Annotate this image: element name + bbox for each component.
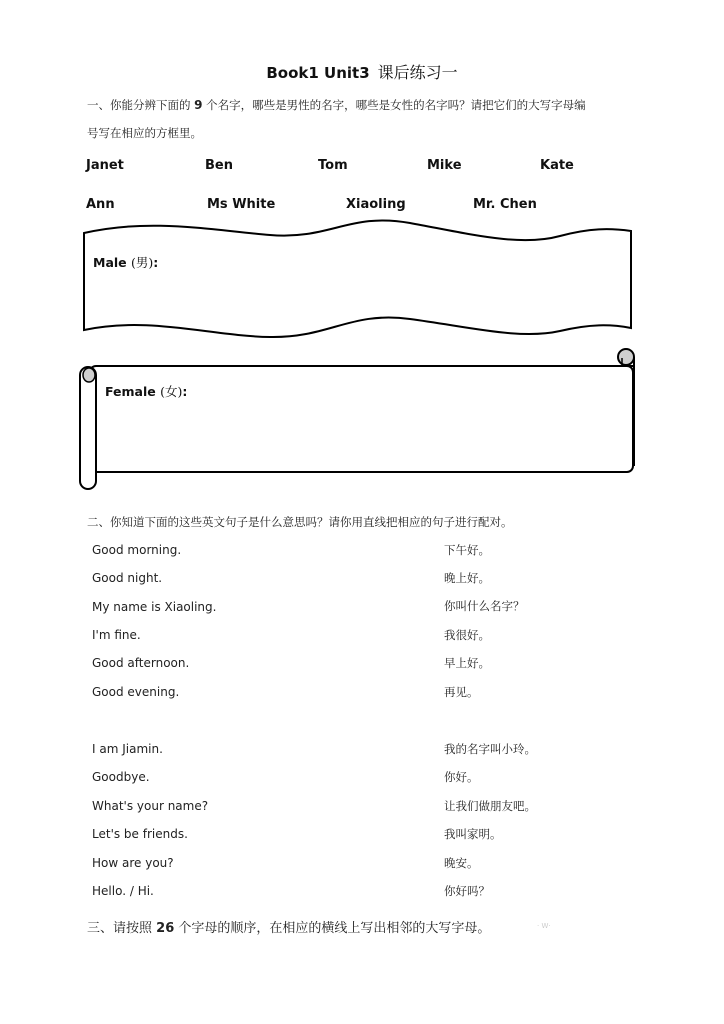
chinese-sentence: 下午好。 (444, 543, 490, 557)
title-chinese: 课后练习一 (377, 63, 458, 82)
name-xiaoling: Xiaoling (346, 197, 406, 212)
chinese-sentence: 你叫什么名字？ (444, 599, 525, 613)
label-colon: : (182, 384, 188, 399)
chinese-sentence: 你好。 (444, 770, 479, 784)
instruction-number: 9 (194, 98, 203, 112)
section2-instruction: 二、你知道下面的这些英文句子是什么意思吗？请你用直线把相应的句子进行配对。 (87, 515, 513, 529)
english-sentence: Good evening. (92, 685, 180, 699)
instruction-number: 26 (156, 921, 175, 936)
section3-instruction (87, 917, 490, 936)
english-sentence: Good night. (92, 571, 163, 585)
english-sentence: Let's be friends. (92, 827, 188, 841)
english-sentence: What's your name? (92, 799, 209, 813)
instruction-text: 一、你能分辨下面的 (87, 98, 191, 112)
english-sentence: I'm fine. (92, 628, 141, 642)
instruction-text: 个字母的顺序，在相应的横线上写出相邻的大写字母。 (178, 921, 491, 936)
english-sentence: My name is Xiaoling. (92, 600, 217, 614)
watermark: · W· (537, 922, 551, 930)
chinese-sentence: 晚上好。 (444, 571, 490, 585)
english-sentence: Goodbye. (92, 770, 150, 784)
english-sentence: How are you? (92, 856, 174, 870)
english-sentence: I am Jiamin. (92, 742, 163, 756)
female-label-zh: (女) (160, 384, 183, 399)
male-label-en: Male (93, 255, 127, 270)
instruction-text: 个名字，哪些是男性的名字，哪些是女性的名字吗？请把它们的大写字母编 (206, 98, 586, 112)
female-answer-area[interactable] (105, 400, 620, 465)
chinese-sentence: 我很好。 (444, 628, 490, 642)
name-ben: Ben (205, 158, 233, 173)
name-kate: Kate (540, 158, 574, 173)
english-sentence: Hello. / Hi. (92, 884, 154, 898)
male-label-zh: (男) (131, 255, 154, 270)
chinese-sentence: 晚安。 (444, 856, 479, 870)
chinese-sentence: 再见。 (444, 685, 479, 699)
chinese-sentence: 你好吗？ (444, 884, 490, 898)
instruction-text: 三、请按照 (87, 921, 153, 936)
english-sentence: Good afternoon. (92, 656, 190, 670)
chinese-sentence: 早上好。 (444, 656, 490, 670)
name-janet: Janet (86, 158, 124, 173)
name-ann: Ann (86, 197, 115, 212)
chinese-sentence: 我叫家明。 (444, 827, 502, 841)
male-label (93, 253, 158, 271)
name-mike: Mike (427, 158, 462, 173)
english-sentence: Good morning. (92, 543, 182, 557)
section1-instruction-line2: 号写在相应的方框里。 (87, 126, 202, 140)
female-label (105, 382, 187, 400)
name-ms-white: Ms White (207, 197, 276, 212)
name-mr-chen: Mr. Chen (473, 197, 537, 212)
name-tom: Tom (318, 158, 348, 173)
label-colon: : (153, 255, 159, 270)
male-answer-area[interactable] (95, 270, 615, 320)
chinese-sentence: 我的名字叫小玲。 (444, 742, 536, 756)
female-label-en: Female (105, 384, 156, 399)
title-english: Book1 Unit3 (266, 64, 370, 82)
chinese-sentence: 让我们做朋友吧。 (444, 799, 536, 813)
